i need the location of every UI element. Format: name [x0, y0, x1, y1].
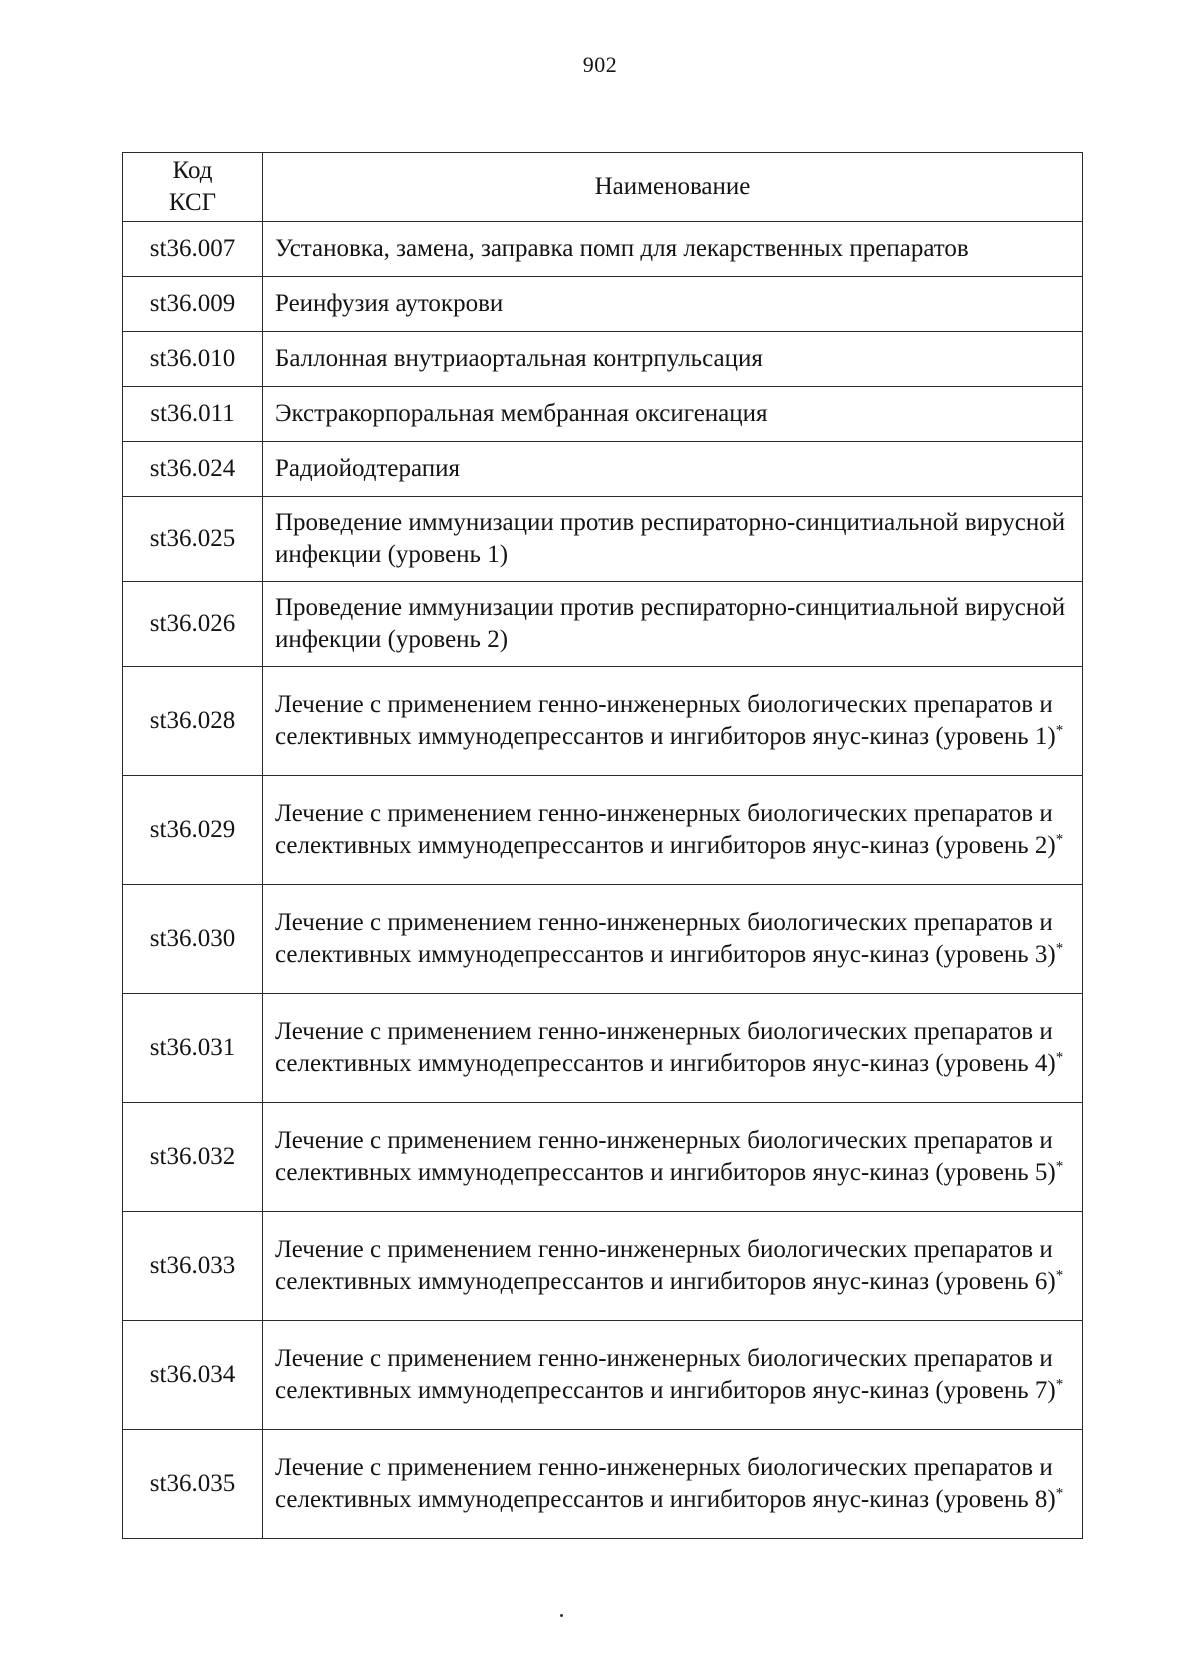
- row-name: [263, 582, 1083, 667]
- footnote-marker: *: [1055, 1049, 1064, 1066]
- header-code: [123, 153, 263, 222]
- row-name: [263, 387, 1083, 442]
- row-name: [263, 1103, 1083, 1212]
- table-row: [123, 994, 1083, 1103]
- scan-speck: [560, 1614, 563, 1617]
- row-code: st36.033: [123, 1212, 263, 1321]
- footnote-marker: *: [1055, 1376, 1064, 1393]
- ksg-table: [122, 152, 1083, 1539]
- row-name-text: Реинфузия аутокрови: [275, 290, 504, 317]
- row-code: st36.029: [123, 776, 263, 885]
- row-code: st36.026: [123, 582, 263, 667]
- row-name-text: Баллонная внутриаортальная контрпульсация: [275, 345, 763, 372]
- table-row: [123, 1212, 1083, 1321]
- row-name: [263, 1430, 1083, 1539]
- row-code: st36.035: [123, 1430, 263, 1539]
- table-row: [123, 1103, 1083, 1212]
- row-name: [263, 1212, 1083, 1321]
- table-row: [123, 885, 1083, 994]
- row-name: [263, 885, 1083, 994]
- row-name-text: Лечение с применением генно-инженерных биологических препаратов и селективных иммунодепрессантов и ингибиторов янус-киназ (уровень 2): [275, 800, 1056, 859]
- footnote-marker: *: [1055, 940, 1064, 957]
- row-name: [263, 442, 1083, 497]
- row-name-text: Лечение с применением генно-инженерных биологических препаратов и селективных иммунодепрессантов и ингибиторов янус-киназ (уровень 6): [275, 1236, 1056, 1295]
- row-code: st36.025: [123, 497, 263, 582]
- header-name: Наименование: [263, 153, 1083, 222]
- table-row: [123, 442, 1083, 497]
- row-code: st36.032: [123, 1103, 263, 1212]
- row-name-text: Экстракорпоральная мембранная оксигенация: [275, 400, 768, 427]
- table-row: [123, 1430, 1083, 1539]
- table-row: [123, 667, 1083, 776]
- row-name: [263, 277, 1083, 332]
- footnote-marker: *: [1055, 1485, 1064, 1502]
- row-code: st36.007: [123, 222, 263, 277]
- row-code: st36.031: [123, 994, 263, 1103]
- row-name-text: Проведение иммунизации против респираторно-синцитиальной вирусной инфекции (уровень 2): [275, 594, 1066, 653]
- footnote-marker: *: [1055, 722, 1064, 739]
- header-code-line1: Код: [172, 157, 213, 184]
- row-code: st36.024: [123, 442, 263, 497]
- footnote-marker: *: [1055, 831, 1064, 848]
- row-name: [263, 497, 1083, 582]
- row-name-text: Лечение с применением генно-инженерных биологических препаратов и селективных иммунодепрессантов и ингибиторов янус-киназ (уровень 1): [275, 691, 1056, 750]
- row-name-text: Радиойодтерапия: [275, 455, 461, 482]
- row-name-text: Лечение с применением генно-инженерных биологических препаратов и селективных иммунодепрессантов и ингибиторов янус-киназ (уровень 4): [275, 1018, 1056, 1077]
- row-name-text: Лечение с применением генно-инженерных биологических препаратов и селективных иммунодепрессантов и ингибиторов янус-киназ (уровень 3): [275, 909, 1056, 968]
- row-name: [263, 1321, 1083, 1430]
- table-header-row: [123, 153, 1083, 222]
- row-code: st36.030: [123, 885, 263, 994]
- table-row: [123, 1321, 1083, 1430]
- row-name-text: Проведение иммунизации против респираторно-синцитиальной вирусной инфекции (уровень 1): [275, 509, 1066, 568]
- row-name: [263, 222, 1083, 277]
- footnote-marker: *: [1055, 1158, 1064, 1175]
- table-row: [123, 222, 1083, 277]
- row-name-text: Установка, замена, заправка помп для лекарственных препаратов: [275, 235, 969, 262]
- row-name-text: Лечение с применением генно-инженерных биологических препаратов и селективных иммунодепрессантов и ингибиторов янус-киназ (уровень 7): [275, 1345, 1056, 1404]
- row-name: [263, 776, 1083, 885]
- table-row: [123, 387, 1083, 442]
- page-number: 902: [582, 52, 618, 77]
- footnote-marker: *: [1055, 1267, 1064, 1284]
- table-row: [123, 497, 1083, 582]
- row-name: [263, 667, 1083, 776]
- row-name-text: Лечение с применением генно-инженерных биологических препаратов и селективных иммунодепрессантов и ингибиторов янус-киназ (уровень 5): [275, 1127, 1056, 1186]
- row-code: st36.028: [123, 667, 263, 776]
- row-name-text: Лечение с применением генно-инженерных биологических препаратов и селективных иммунодепрессантов и ингибиторов янус-киназ (уровень 8): [275, 1454, 1056, 1513]
- table-row: [123, 582, 1083, 667]
- row-code: st36.011: [123, 387, 263, 442]
- table-row: [123, 776, 1083, 885]
- row-name: [263, 994, 1083, 1103]
- header-code-line2: КСГ: [168, 189, 217, 216]
- table-row: [123, 332, 1083, 387]
- row-code: st36.034: [123, 1321, 263, 1430]
- row-code: st36.009: [123, 277, 263, 332]
- table-row: [123, 277, 1083, 332]
- row-code: st36.010: [123, 332, 263, 387]
- row-name: [263, 332, 1083, 387]
